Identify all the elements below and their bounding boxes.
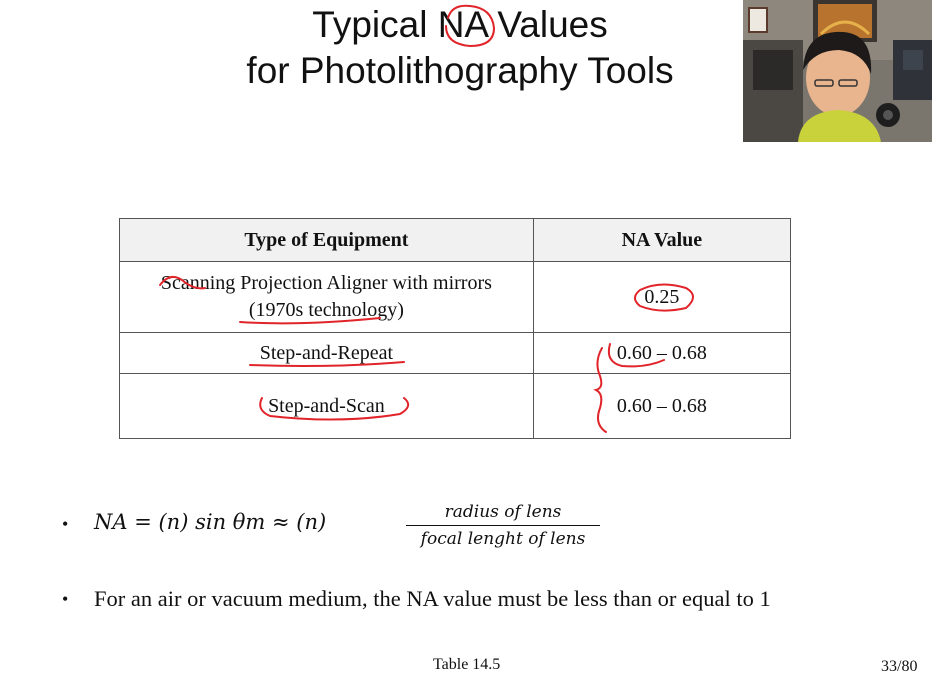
slide-title: [200, 2, 720, 94]
equipment-line-1: Scanning Projection Aligner with mirrors: [160, 272, 492, 294]
table-header-row: [120, 219, 791, 262]
na-cell: 0.25: [533, 262, 790, 333]
table-row: [120, 333, 791, 374]
title-line-1: Typical NA Values: [312, 4, 608, 45]
fraction-bar: [406, 525, 600, 526]
equipment-cell: [120, 262, 534, 333]
equipment-line-2: (1970s technology): [248, 299, 404, 321]
fraction-denominator: focal lenght of lens: [420, 529, 586, 549]
fraction-numerator: radius of lens: [444, 502, 562, 522]
bullet-dot: •: [62, 589, 69, 609]
presenter-webcam: [743, 0, 932, 142]
na-cell: 0.60 – 0.68: [533, 374, 790, 439]
na-values-table: [119, 218, 791, 439]
bullet-dot: •: [62, 514, 69, 534]
page-number: 33/80: [881, 658, 918, 675]
header-equipment: Type of Equipment: [120, 219, 534, 262]
webcam-feed-image: [743, 0, 932, 142]
header-na-value: NA Value: [533, 219, 790, 262]
title-line-2: for Photolithography Tools: [246, 50, 674, 91]
formula-expression: NA = (n) sin θm ≈ (n): [94, 510, 327, 534]
table-row: [120, 262, 791, 333]
formula-bullet: [62, 500, 586, 560]
equipment-cell: Step-and-Repeat: [120, 333, 534, 374]
bullet-text: For an air or vacuum medium, the NA value must be less than or equal to 1: [94, 586, 771, 611]
equipment-cell: Step-and-Scan: [120, 374, 534, 439]
na-cell: 0.60 – 0.68: [533, 333, 790, 374]
formula-fraction: [406, 500, 600, 551]
table-row: [120, 374, 791, 439]
table-caption: Table 14.5: [433, 656, 501, 673]
